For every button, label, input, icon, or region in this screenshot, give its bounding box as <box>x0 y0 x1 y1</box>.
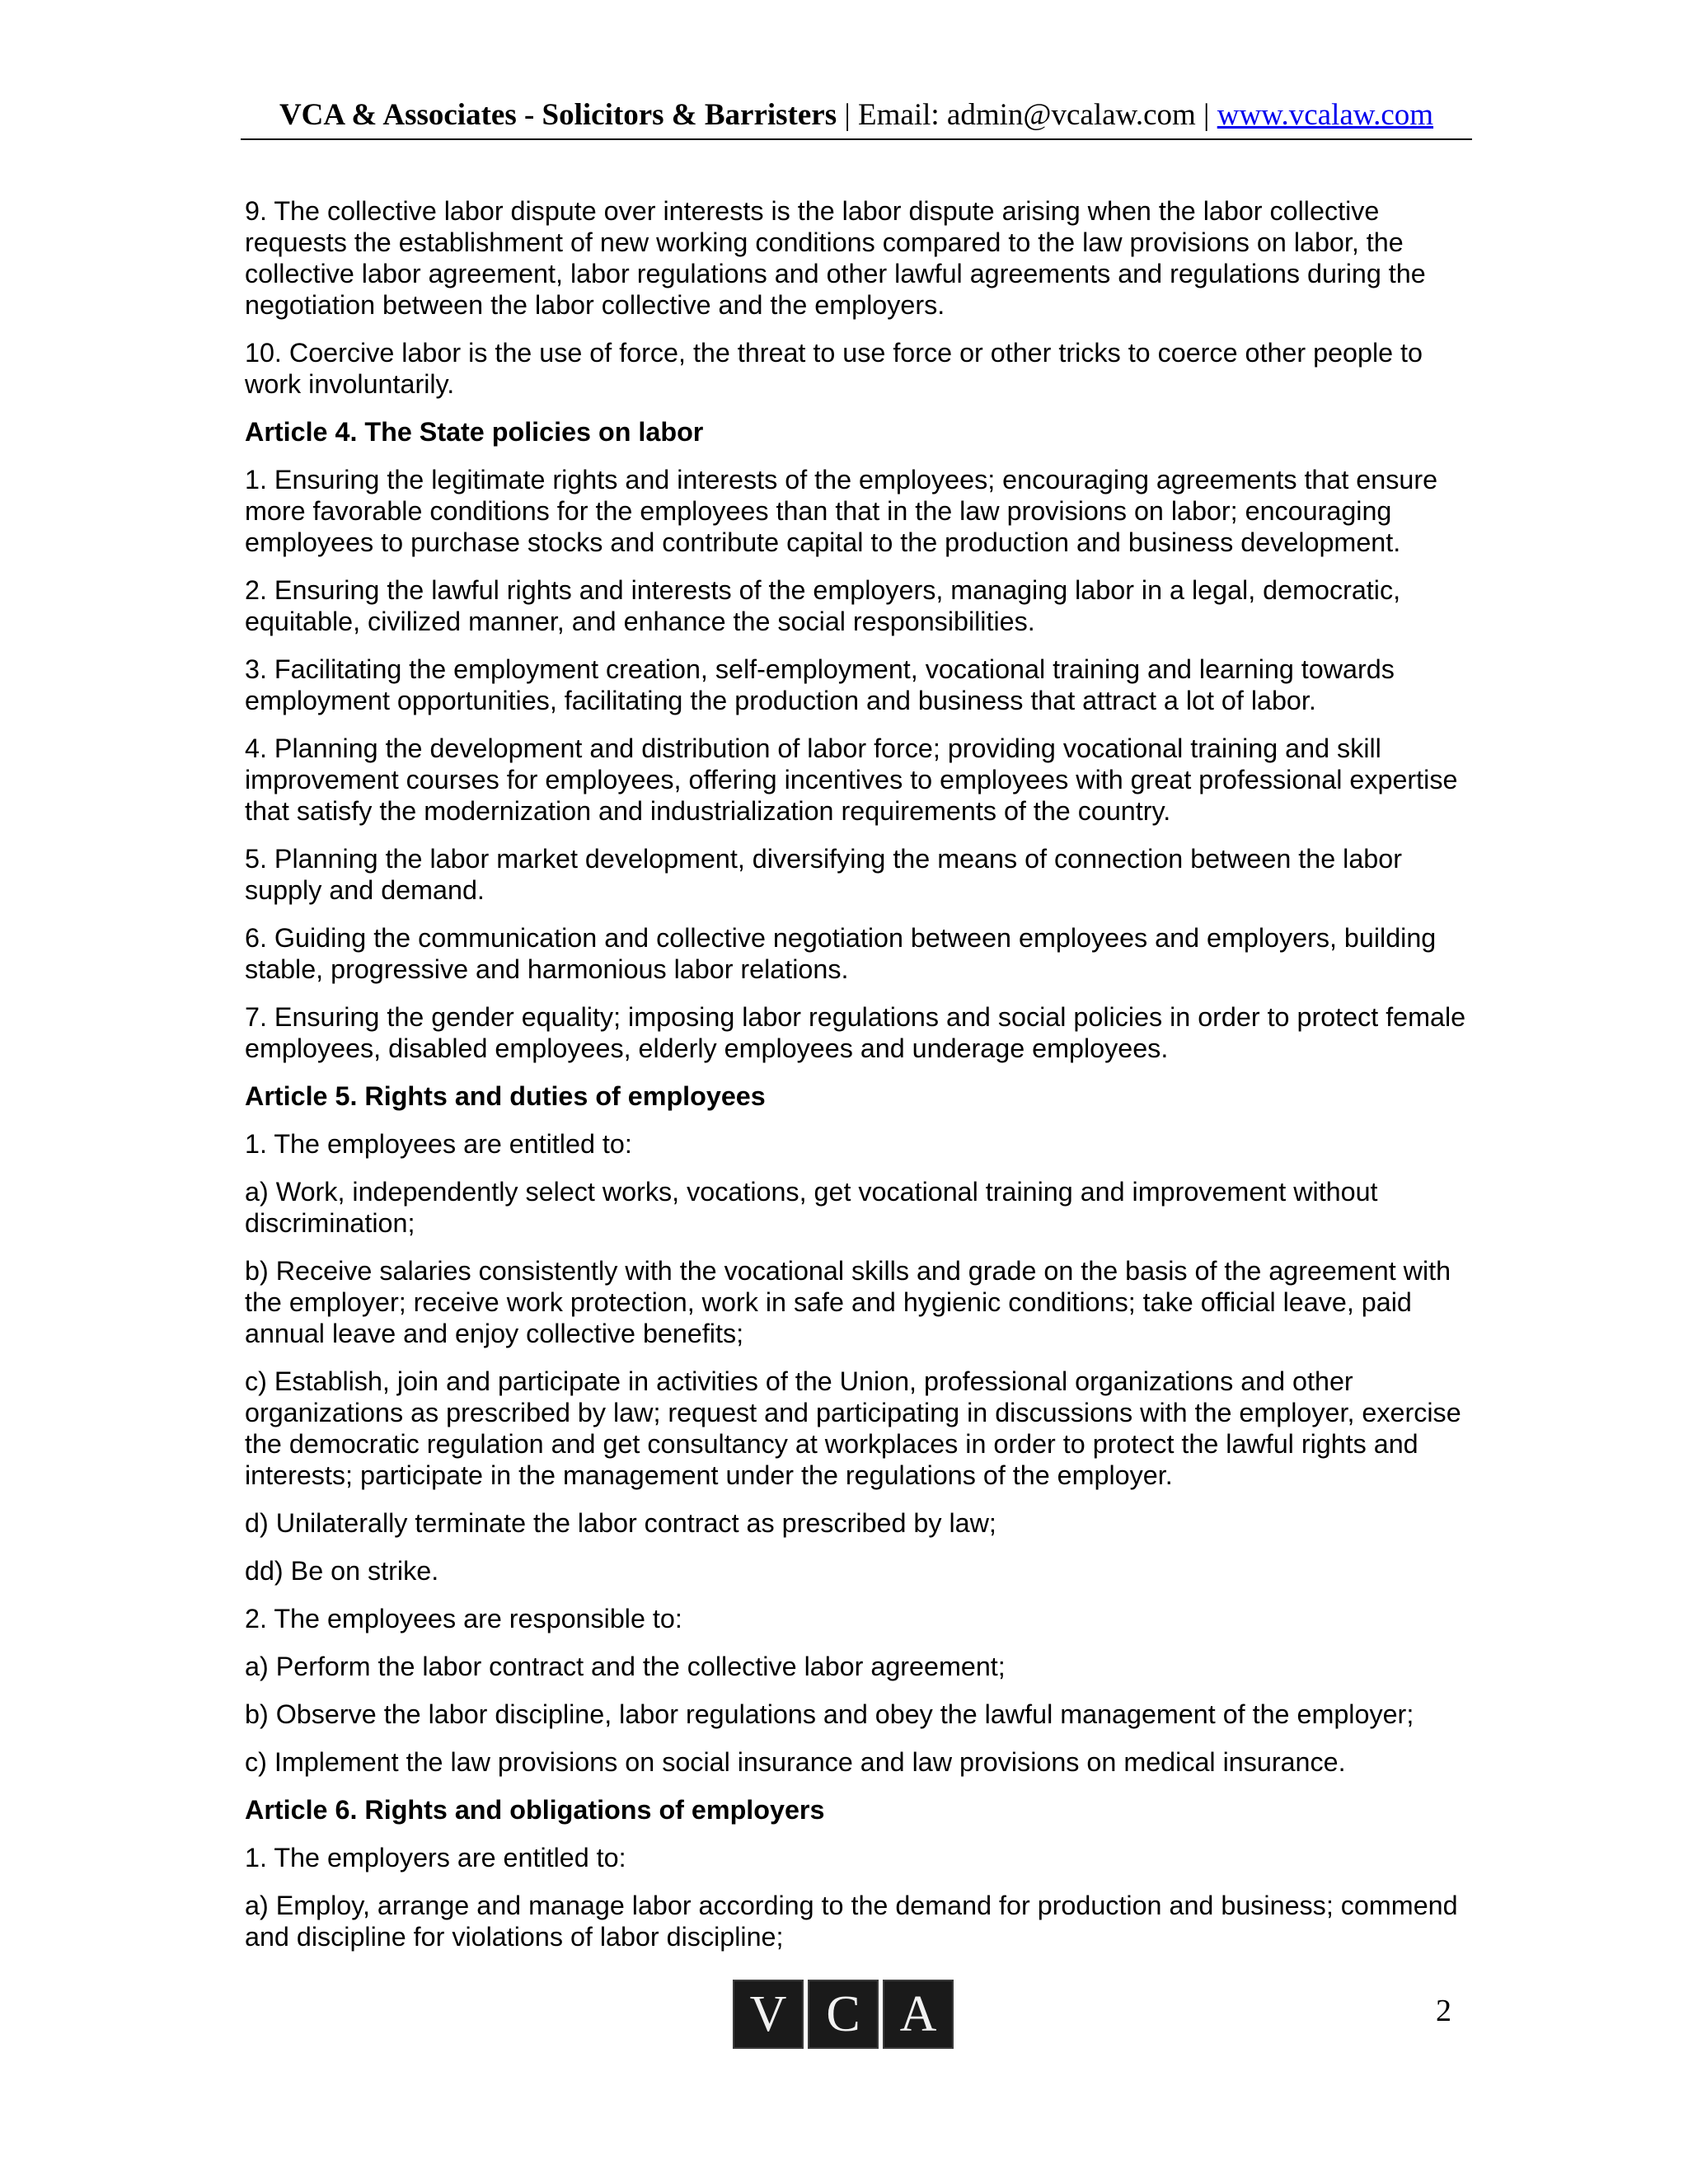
document-body <box>245 195 1469 1969</box>
firm-name: VCA & Associates - Solicitors & Barristers <box>279 98 837 132</box>
paragraph: d) Unilaterally terminate the labor contract as prescribed by law; <box>245 1508 996 1538</box>
article-heading: Article 4. The State policies on labor <box>245 417 704 447</box>
paragraph: c) Implement the law provisions on social insurance and law provisions on medical insurance. <box>245 1747 1346 1777</box>
paragraph: 1. The employees are entitled to: <box>245 1129 632 1159</box>
paragraph: c) Establish, join and participate in activities of the Union, professional organizations and other organizations as prescribed by law; request and participating in discussions with the employer, exercise the democratic regulation and get consultancy at workplaces in order to protect the lawful rights and interests; participate in the management under the regulations of the employer. <box>245 1366 1461 1490</box>
paragraph: 1. The employers are entitled to: <box>245 1843 626 1872</box>
page-header <box>241 97 1472 140</box>
paragraph: 2. Ensuring the lawful rights and interests of the employers, managing labor in a legal, democratic, equitable, civilized manner, and enhance the social responsibilities. <box>245 575 1401 636</box>
paragraph: 1. Ensuring the legitimate rights and interests of the employees; encouraging agreements that ensure more favorable conditions for the employees than that in the law provisions on labor; encouraging employees to purchase stocks and contribute capital to the production and business development. <box>245 465 1438 557</box>
header-email: Email: admin@vcalaw.com <box>858 98 1196 132</box>
header-separator: | <box>837 98 859 132</box>
logo-letter-c: C <box>808 1980 879 2049</box>
header-separator: | <box>1195 98 1217 132</box>
paragraph: 10. Coercive labor is the use of force, the threat to use force or other tricks to coerce other people to work involuntarily. <box>245 338 1423 399</box>
paragraph: 9. The collective labor dispute over interests is the labor dispute arising when the labor collective requests the establishment of new working conditions compared to the law provisions on labor, the collective labor agreement, labor regulations and other lawful agreements and regulations during the negotiation between the labor collective and the employers. <box>245 196 1426 320</box>
paragraph: 4. Planning the development and distribution of labor force; providing vocational training and skill improvement courses for employees, offering incentives to employees with great professional expertise that satisfy the modernization and industrialization requirements of the country. <box>245 733 1458 826</box>
paragraph: b) Receive salaries consistently with the vocational skills and grade on the basis of the agreement with the employer; receive work protection, work in safe and hygienic conditions; take official leave, paid annual leave and enjoy collective benefits; <box>245 1256 1451 1348</box>
website-link[interactable]: www.vcalaw.com <box>1217 98 1434 132</box>
paragraph: a) Work, independently select works, vocations, get vocational training and improvement without discrimination; <box>245 1177 1378 1238</box>
paragraph: b) Observe the labor discipline, labor regulations and obey the lawful management of the employer; <box>245 1699 1414 1729</box>
paragraph: a) Employ, arrange and manage labor according to the demand for production and business; commend and discipline for violations of labor discipline; <box>245 1891 1458 1952</box>
article-heading: Article 5. Rights and duties of employees <box>245 1081 766 1111</box>
paragraph: 2. The employees are responsible to: <box>245 1604 682 1633</box>
paragraph: 3. Facilitating the employment creation, self-employment, vocational training and learning towards employment opportunities, facilitating the production and business that attract a lot of labor. <box>245 654 1395 715</box>
vca-logo <box>733 1980 958 2049</box>
paragraph: a) Perform the labor contract and the collective labor agreement; <box>245 1652 1006 1681</box>
paragraph: 6. Guiding the communication and collective negotiation between employees and employers, building stable, progressive and harmonious labor relations. <box>245 923 1437 984</box>
paragraph: 7. Ensuring the gender equality; imposing labor regulations and social policies in order to protect female employees, disabled employees, elderly employees and underage employees. <box>245 1002 1466 1063</box>
paragraph: dd) Be on strike. <box>245 1556 439 1586</box>
article-heading: Article 6. Rights and obligations of employers <box>245 1795 825 1825</box>
logo-letter-a: A <box>883 1980 954 2049</box>
page-number: 2 <box>1436 1994 1451 2028</box>
paragraph: 5. Planning the labor market development, diversifying the means of connection between the labor supply and demand. <box>245 844 1402 905</box>
logo-letter-v: V <box>733 1980 804 2049</box>
